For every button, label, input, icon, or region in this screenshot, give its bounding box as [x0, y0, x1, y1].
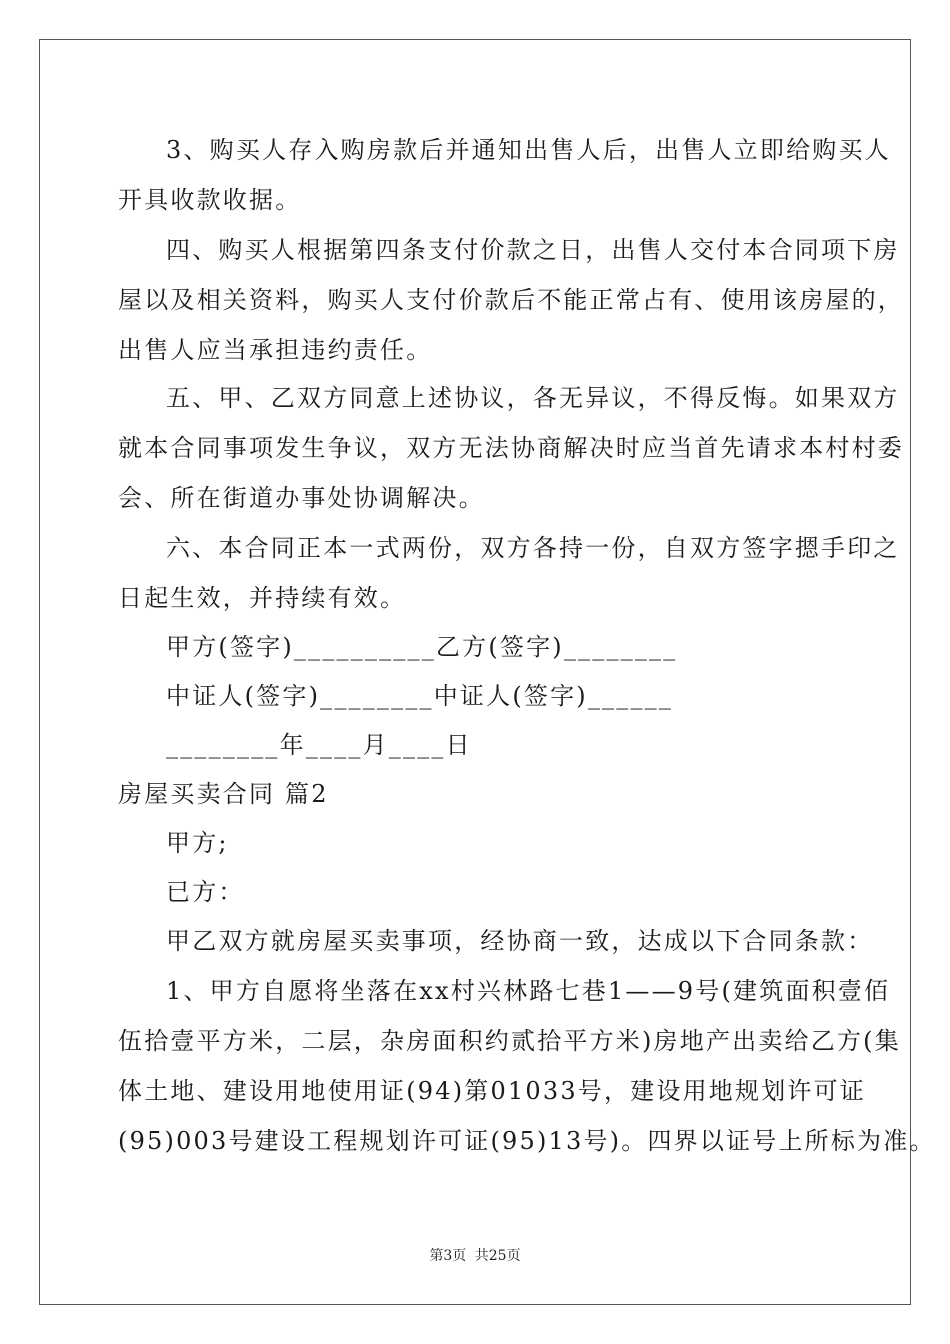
party-a-line: 甲方;: [166, 829, 229, 857]
paragraph-line: 日起生效，并持续有效。: [118, 584, 407, 612]
page-border: [39, 39, 936, 1305]
paragraph-line: 1、甲方自愿将坐落在xx村兴林路七巷1——9号(建筑面积壹佰: [166, 977, 891, 1005]
date-line: ________年____月____日: [166, 731, 472, 759]
paragraph-line: 体土地、建设用地使用证(94)第01033号，建设用地规划许可证: [118, 1077, 867, 1105]
paragraph-line: 开具收款收据。: [118, 186, 302, 214]
paragraph-line: 甲乙双方就房屋买卖事项，经协商一致，达成以下合同条款：: [166, 927, 874, 955]
paragraph-line: 四、购买人根据第四条支付价款之日，出售人交付本合同项下房: [166, 236, 900, 264]
paragraph-line: (95)003号建设工程规划许可证(95)13号)。四界以证号上所标为准。: [118, 1127, 936, 1155]
signature-line-parties: 甲方(签字)__________乙方(签字)________: [166, 633, 678, 661]
page-number: 第3页: [429, 1248, 467, 1264]
paragraph-line: 3、购买人存入购房款后并通知出售人后，出售人立即给购买人: [166, 136, 891, 164]
party-b-line: 已方：: [166, 878, 245, 906]
paragraph-line: 就本合同事项发生争议，双方无法协商解决时应当首先请求本村村委: [118, 434, 904, 462]
signature-line-witnesses: 中证人(签字)________中证人(签字)______: [166, 682, 674, 710]
paragraph-line: 出售人应当承担违约责任。: [118, 336, 433, 364]
paragraph-line: 五、甲、乙双方同意上述协议，各无异议，不得反悔。如果双方: [166, 384, 900, 412]
paragraph-line: 会、所在街道办事处协调解决。: [118, 484, 485, 512]
page-footer: [0, 1247, 950, 1265]
paragraph-line: 屋以及相关资料，购买人支付价款后不能正常占有、使用该房屋的，: [118, 286, 904, 314]
paragraph-line: 六、本合同正本一式两份，双方各持一份，自双方签字摁手印之: [166, 534, 900, 562]
section-heading: 房屋买卖合同 篇2: [118, 780, 329, 808]
paragraph-line: 伍拾壹平方米，二层，杂房面积约贰拾平方米)房地产出卖给乙方(集: [118, 1027, 901, 1055]
page-total: 共25页: [474, 1248, 521, 1264]
